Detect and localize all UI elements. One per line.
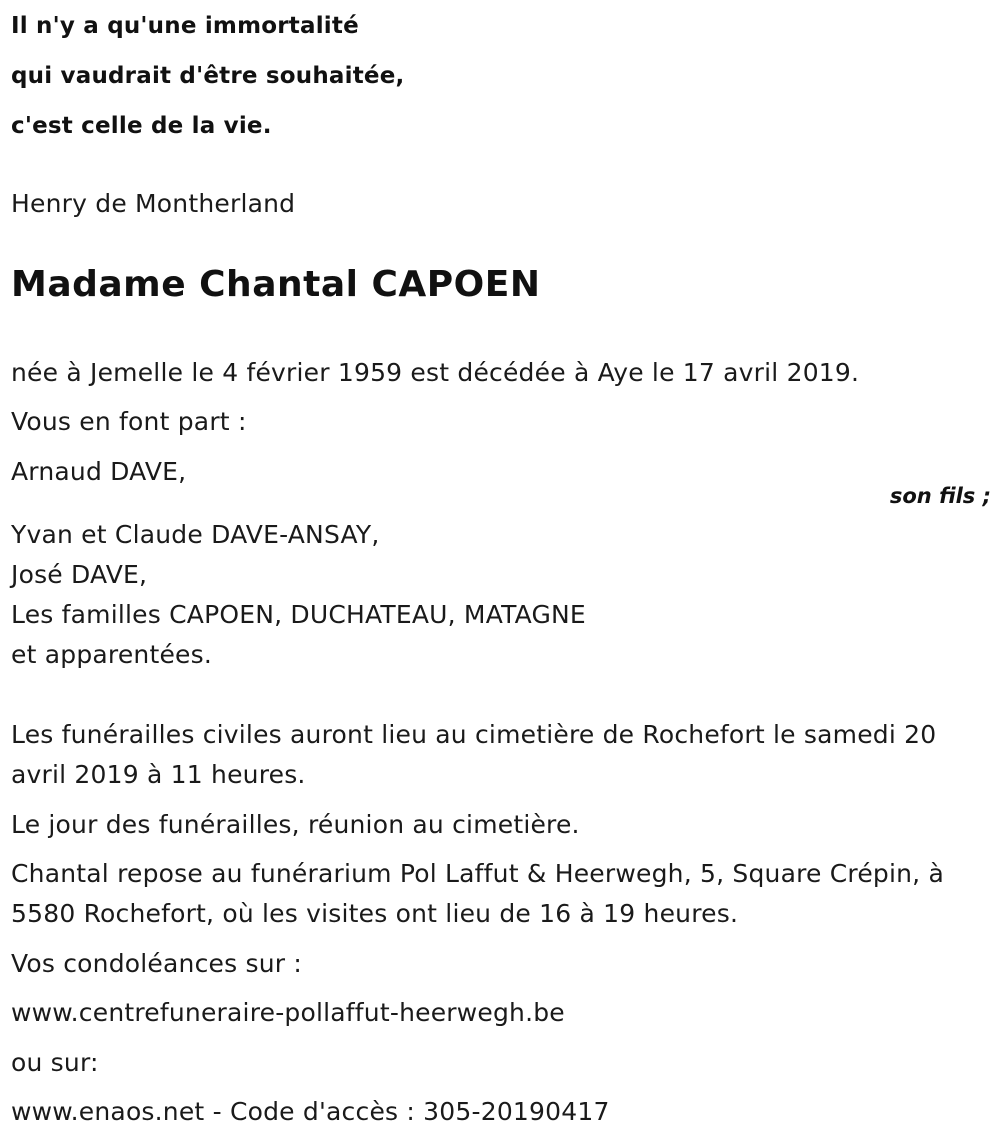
relation-son-label: son fils ; <box>889 484 991 508</box>
mourner-line: Yvan et Claude DAVE-ANSAY, <box>11 520 380 549</box>
condolences-website-2: www.enaos.net - Code d'accès : 305-20190417 <box>11 1097 610 1126</box>
quote-line-2: qui vaudrait d'être souhaitée, <box>11 63 405 89</box>
mourner-son: Arnaud DAVE, <box>11 457 187 486</box>
condolences-website-1: www.centrefuneraire-pollaffut-heerwegh.be <box>11 998 565 1027</box>
quote-line-3: c'est celle de la vie. <box>11 113 272 139</box>
ceremony-line-1: Les funérailles civiles auront lieu au cimetière de Rochefort le samedi 20 <box>11 720 937 749</box>
quote-author: Henry de Montherland <box>11 189 296 218</box>
deceased-name: Madame Chantal CAPOEN <box>11 264 541 305</box>
condolences-or: ou sur: <box>11 1048 99 1077</box>
mourner-related: et apparentées. <box>11 640 212 669</box>
ceremony-line-2: avril 2019 à 11 heures. <box>11 760 306 789</box>
birth-death-statement: née à Jemelle le 4 février 1959 est décédée à Aye le 17 avril 2019. <box>11 358 860 387</box>
meeting-info: Le jour des funérailles, réunion au cimetière. <box>11 810 580 839</box>
condolences-intro: Vos condoléances sur : <box>11 949 302 978</box>
rest-location-line-2: 5580 Rochefort, où les visites ont lieu de 16 à 19 heures. <box>11 899 739 928</box>
announcement-intro: Vous en font part : <box>11 407 247 436</box>
mourner-line: José DAVE, <box>11 560 148 589</box>
rest-location-line-1: Chantal repose au funérarium Pol Laffut & Heerwegh, 5, Square Crépin, à <box>11 859 944 888</box>
mourner-families: Les familles CAPOEN, DUCHATEAU, MATAGNE <box>11 600 586 629</box>
quote-line-1: Il n'y a qu'une immortalité <box>11 13 359 39</box>
